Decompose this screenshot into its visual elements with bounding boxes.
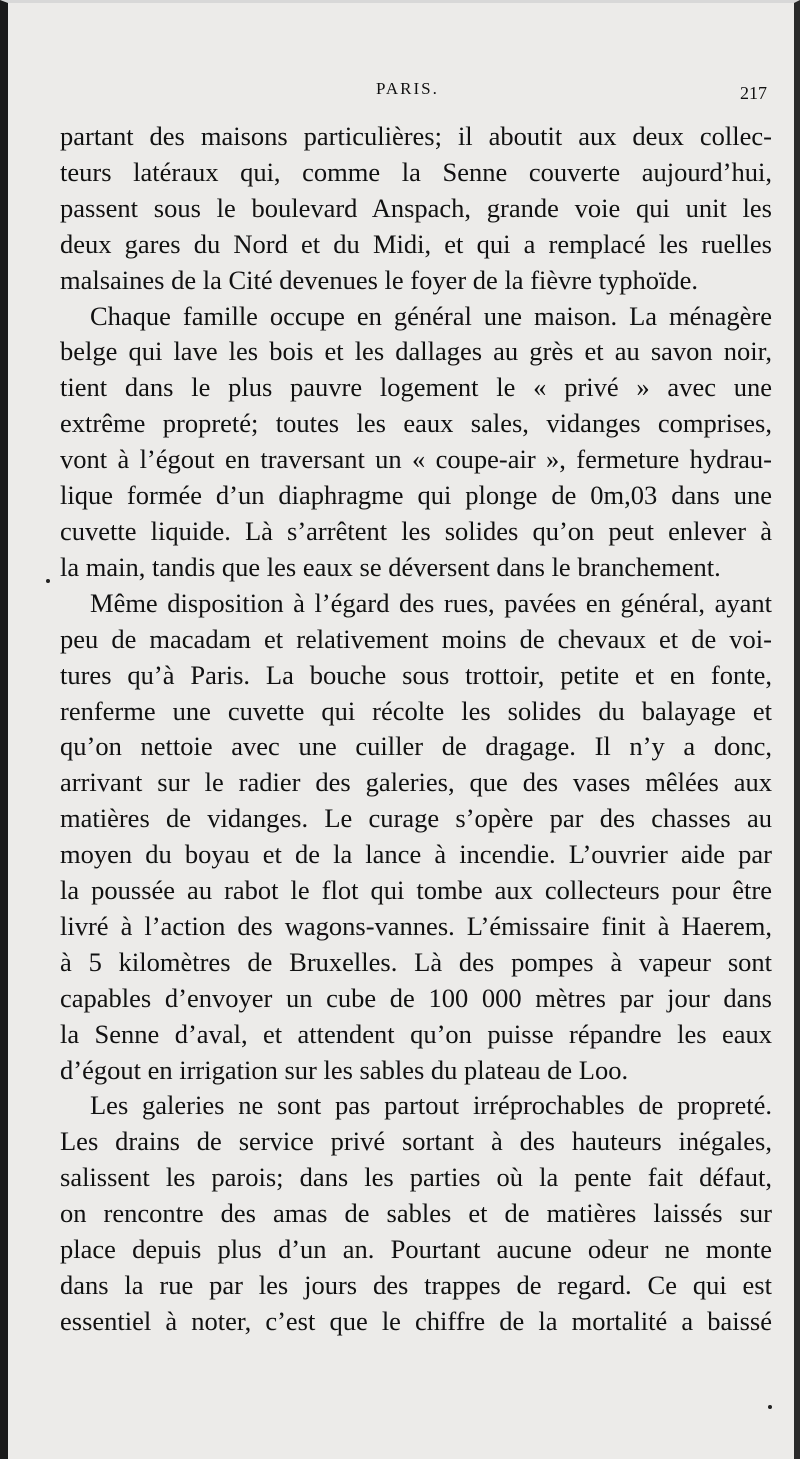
text-line: partant des maisons particulières; il aboutit aux deux collec- (60, 121, 772, 151)
ink-speck (46, 579, 50, 583)
text-line: la poussée au rabot le flot qui tombe aux collecteurs pour être (60, 875, 772, 906)
paragraph (60, 299, 772, 586)
text-line: la Senne d’aval, et attendent qu’on puisse répandre les eaux (60, 1018, 772, 1049)
text-line: la main, tandis que les eaux se déversent dans le branchement. (60, 551, 721, 582)
text-line: belge qui lave les bois et les dallages au grès et au savon noir, (60, 336, 772, 367)
text-line: dans la rue par les jours des trappes de regard. Ce qui est (60, 1270, 772, 1300)
paragraph (60, 586, 772, 1089)
text-line: cuvette liquide. Là s’arrêtent les solides qu’on peut enlever à (60, 515, 772, 546)
text-line: peu de macadam et relativement moins de chevaux et de voi- (60, 623, 772, 654)
running-title: PARIS. (376, 79, 439, 98)
text-line: qu’on nettoie avec une cuiller de dragage. Il n’y a donc, (60, 731, 772, 762)
text-line: tient dans le plus pauvre logement le « privé » avec une (60, 372, 772, 403)
text-line: capables d’envoyer un cube de 100 000 mètres par jour dans (60, 982, 772, 1013)
paragraph (60, 1088, 772, 1339)
text-line: livré à l’action des wagons-vannes. L’émissaire finit à Haerem, (60, 910, 772, 941)
text-line: Chaque famille occupe en général une maison. La ménagère (90, 300, 772, 331)
text-line: d’égout en irrigation sur les sables du plateau de Loo. (60, 1054, 629, 1085)
page-number: 217 (740, 83, 767, 103)
text-line: extrême propreté; toutes les eaux sales, vidanges comprises, (60, 408, 772, 439)
text-line: Même disposition à l’égard des rues, pavées en général, ayant (90, 587, 772, 618)
text-line: on rencontre des amas de sables et de matières laissés sur (60, 1198, 772, 1229)
text-line: moyen du boyau et de la lance à incendie. L’ouvrier aide par (60, 839, 772, 870)
text-line: renferme une cuvette qui récolte les solides du balayage et (60, 695, 772, 726)
text-line: Les galeries ne sont pas partout irréprochables de propreté. (90, 1090, 772, 1121)
text-line: matières de vidanges. Le curage s’opère par des chasses au (60, 803, 772, 834)
text-line: teurs latéraux qui, comme la Senne couverte aujourd’hui, (60, 156, 772, 187)
paragraph (60, 119, 772, 299)
text-line: arrivant sur le radier des galeries, que des vases mêlées aux (60, 767, 772, 798)
text-line: essentiel à noter, c’est que le chiffre de la mortalité a baissé (60, 1305, 772, 1336)
text-line: lique formée d’un diaphragme qui plonge de 0m,03 dans une (60, 480, 772, 511)
text-line: salissent les parois; dans les parties où la pente fait défaut, (60, 1162, 772, 1193)
text-line: à 5 kilomètres de Bruxelles. Là des pompes à vapeur sont (60, 946, 772, 977)
body-text (60, 119, 772, 1340)
text-line: deux gares du Nord et du Midi, et qui a remplacé les ruelles (60, 228, 772, 259)
text-line: Les drains de service privé sortant à des hauteurs inégales, (60, 1126, 772, 1157)
text-line: vont à l’égout en traversant un « coupe-air », fermeture hydrau- (60, 444, 772, 475)
text-line: tures qu’à Paris. La bouche sous trottoir, petite et en fonte, (60, 659, 772, 690)
text-line: passent sous le boulevard Anspach, grande voie qui unit les (60, 192, 772, 223)
ink-speck (768, 1405, 772, 1409)
running-header (8, 79, 794, 105)
text-line: place depuis plus d’un an. Pourtant aucune odeur ne monte (60, 1234, 772, 1265)
text-line: malsaines de la Cité devenues le foyer de la fièvre typhoïde. (60, 264, 698, 295)
